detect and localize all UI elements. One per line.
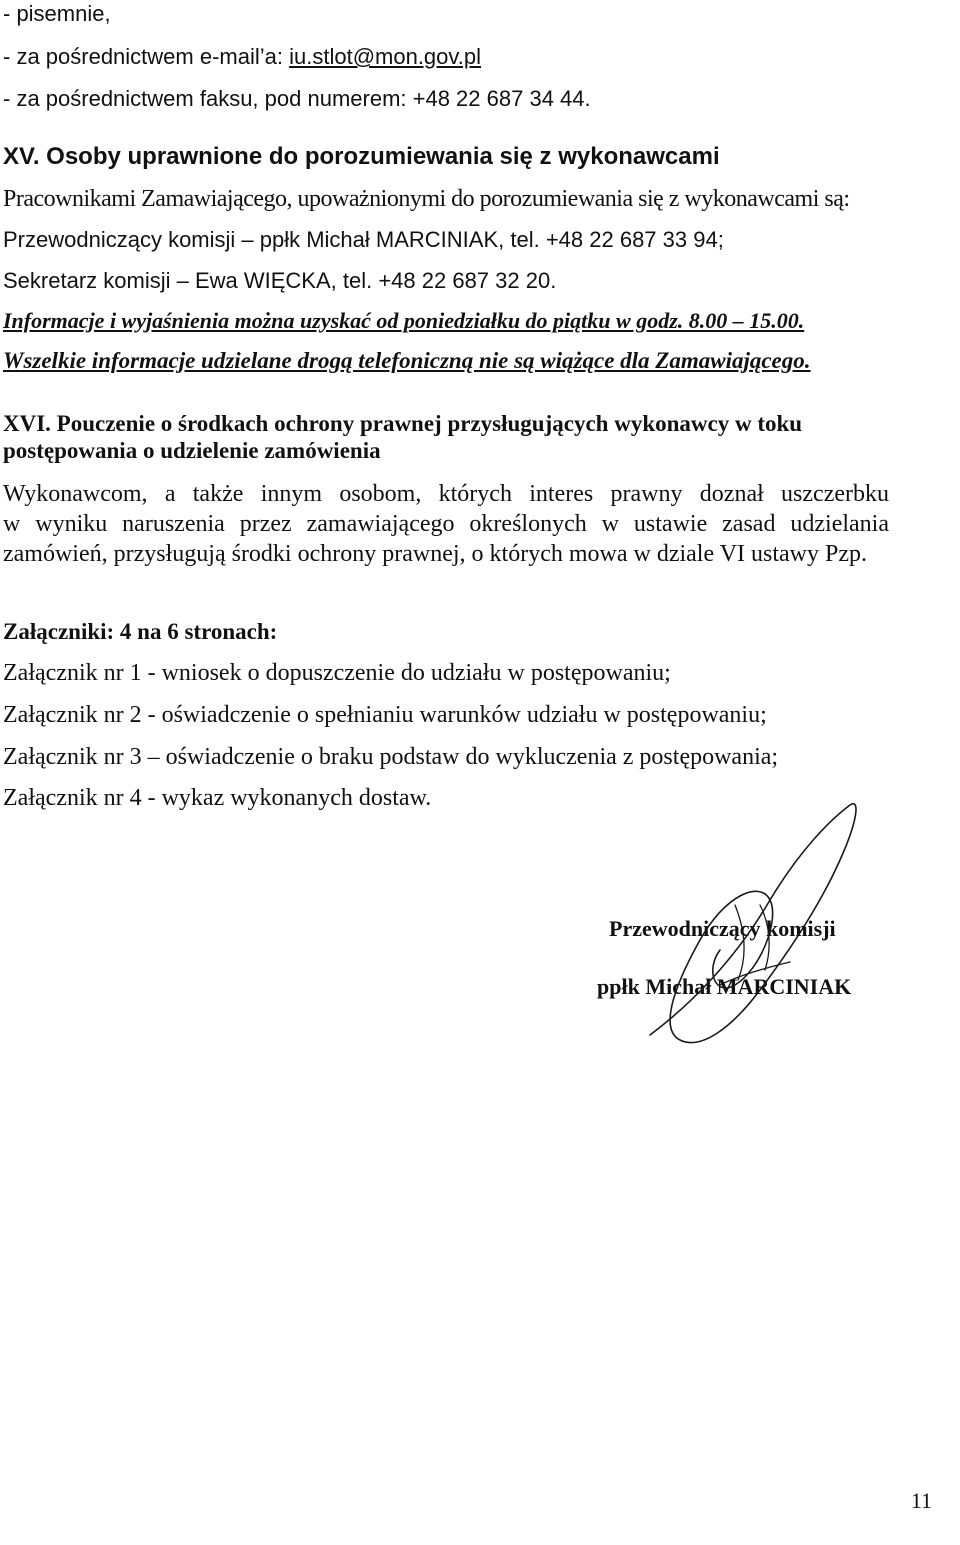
section-xv-heading: XV. Osoby uprawnione do porozumiewania się z wykonawcami <box>3 143 720 170</box>
section-xvi-body <box>3 479 889 569</box>
attachment-item-3: Załącznik nr 3 – oświadczenie o braku podstaw do wykluczenia z postępowania; <box>3 744 779 770</box>
attachment-item-4: Załącznik nr 4 - wykaz wykonanych dostaw. <box>3 785 432 811</box>
page-number: 11 <box>910 1488 932 1513</box>
attachment-item-1: Załącznik nr 1 - wniosek o dopuszczenie do udziału w postępowaniu; <box>3 660 671 686</box>
contact-line-email-prefix: - za pośrednictwem e-mail’a: <box>3 44 290 69</box>
contact-line-written: - pisemnie, <box>3 1 111 26</box>
signature-name: ppłk Michał MARCINIAK <box>597 974 852 999</box>
contact-line-email <box>3 46 481 68</box>
section-xv-notice-hours: Informacje i wyjaśnienia można uzyskać od poniedziałku do piątku w godz. 8.00 – 15.00. <box>3 308 805 333</box>
attachment-item-2: Załącznik nr 2 - oświadczenie o spełnianiu warunków udziału w postępowaniu; <box>3 702 767 728</box>
section-xv-secretary: Sekretarz komisji – Ewa WIĘCKA, tel. +48 22 687 32 20. <box>3 268 557 293</box>
email-link[interactable]: iu.stlot@mon.gov.pl <box>289 44 482 69</box>
section-xv-intro: Pracownikami Zamawiającego, upoważnionymi do porozumiewania się z wykonawcami są: <box>3 186 850 212</box>
section-xvi-body-line1: Wykonawcom, a także innym osobom, których interes prawny doznał uszczerbku <box>3 481 889 507</box>
contact-line-fax: - za pośrednictwem faksu, pod numerem: +48 22 687 34 44. <box>3 86 591 111</box>
attachments-heading: Załączniki: 4 na 6 stronach: <box>3 619 278 644</box>
section-xv-notice-phone: Wszelkie informacje udzielane drogą telefoniczną nie są wiążące dla Zamawiającego. <box>3 348 811 373</box>
section-xv-chair: Przewodniczący komisji – ppłk Michał MARCINIAK, tel. +48 22 687 33 94; <box>3 227 724 252</box>
section-xvi-heading-line1: XVI. Pouczenie o środkach ochrony prawnej przysługujących wykonawcy w toku <box>3 411 803 436</box>
section-xvi-body-line3: zamówień, przysługują środki ochrony prawnej, o których mowa w dziale VI ustawy Pzp. <box>3 541 868 567</box>
section-xvi-body-line2: w wyniku naruszenia przez zamawiającego określonych w ustawie zasad udzielania <box>3 511 889 537</box>
signature-title: Przewodniczący komisji <box>609 916 836 941</box>
section-xvi-heading-line2: postępowania o udzielenie zamówienia <box>3 438 381 463</box>
